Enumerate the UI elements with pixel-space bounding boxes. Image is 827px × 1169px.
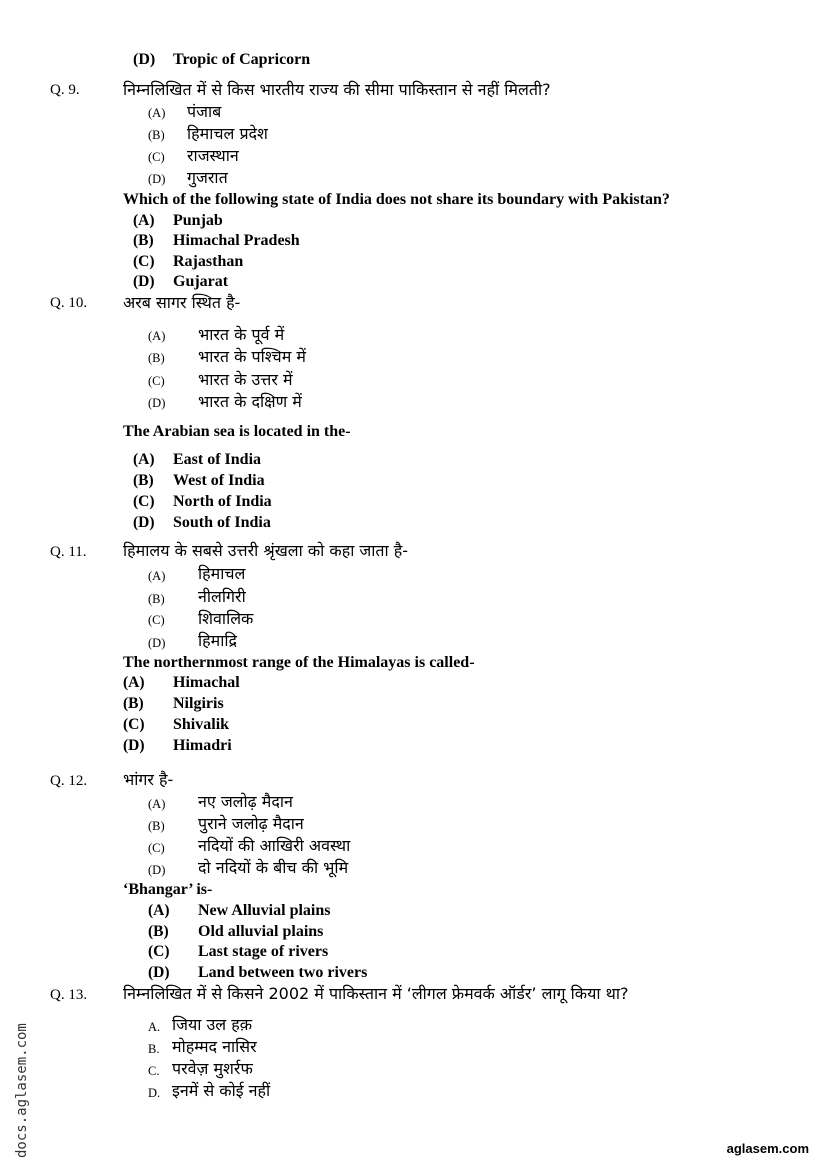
- option-label: (C): [148, 613, 165, 627]
- option-text: Punjab: [173, 212, 223, 229]
- option-label: (D): [133, 273, 155, 290]
- option-text: Old alluvial plains: [198, 923, 324, 940]
- option-label: (B): [148, 592, 165, 606]
- option-text: Last stage of rivers: [198, 943, 329, 960]
- option-label: (B): [133, 472, 154, 489]
- question-number: Q. 9.: [50, 82, 80, 98]
- option-label: (C): [148, 374, 165, 388]
- option-label: (A): [123, 674, 145, 691]
- option-text: Rajasthan: [173, 253, 244, 270]
- option-label: (D): [148, 863, 166, 877]
- option-label: (A): [148, 569, 166, 583]
- option-text: New Alluvial plains: [198, 902, 331, 919]
- option-text: इनमें से कोई नहीं: [172, 1081, 271, 1100]
- option-label: (D): [148, 396, 166, 410]
- question-number: Q. 12.: [50, 773, 88, 789]
- option-label: (A): [148, 106, 166, 120]
- option-label: (A): [148, 797, 166, 811]
- option-label: (C): [133, 493, 155, 510]
- option-label: (A): [148, 902, 170, 919]
- question-hindi: हिमालय के सबसे उत्तरी श्रृंखला को कहा जाता है-: [123, 541, 409, 560]
- option-label: B.: [148, 1042, 160, 1056]
- option-label: D.: [148, 1086, 161, 1100]
- option-text: पंजाब: [187, 102, 222, 121]
- option-text: राजस्थान: [187, 146, 239, 165]
- option-text: Himachal Pradesh: [173, 232, 300, 249]
- question-hindi: भांगर है-: [123, 770, 174, 789]
- option-label: (B): [133, 232, 154, 249]
- option-text: भारत के पश्चिम में: [198, 347, 306, 366]
- option-text: परवेज़ मुशर्रफ: [172, 1059, 253, 1078]
- question-hindi: अरब सागर स्थित है-: [123, 293, 241, 312]
- option-label: (D): [148, 636, 166, 650]
- option-text: Shivalik: [173, 716, 230, 733]
- option-label: (C): [148, 150, 165, 164]
- option-text: Nilgiris: [173, 695, 224, 712]
- option-label: (D): [133, 51, 156, 68]
- option-text: नदियों की आखिरी अवस्था: [198, 836, 351, 855]
- option-label: A.: [148, 1020, 161, 1034]
- option-label: (D): [148, 964, 170, 981]
- option-text: Himadri: [173, 737, 232, 754]
- option-text: गुजरात: [187, 168, 228, 187]
- footer-link[interactable]: aglasem.com: [726, 1141, 809, 1156]
- option-text: भारत के दक्षिण में: [198, 392, 302, 411]
- option-text: Tropic of Capricorn: [173, 51, 311, 68]
- option-label: (D): [148, 172, 166, 186]
- option-label: (D): [133, 514, 155, 531]
- question-hindi: निम्नलिखित में से किसने 2002 में पाकिस्तान में ‘लीगल फ्रेमवर्क ऑर्डर’ लागू किया था?: [123, 984, 629, 1003]
- question-number: Q. 13.: [50, 987, 88, 1003]
- question-number: Q. 10.: [50, 295, 88, 311]
- option-text: Gujarat: [173, 273, 229, 290]
- option-text: हिमाद्रि: [198, 631, 237, 650]
- option-label: (A): [133, 212, 155, 229]
- option-text: नीलगिरी: [198, 587, 246, 606]
- option-text: भारत के उत्तर में: [198, 370, 293, 389]
- option-label: (C): [148, 841, 165, 855]
- question-english: Which of the following state of India does not share its boundary with Pakistan?: [123, 191, 670, 208]
- option-text: भारत के पूर्व में: [198, 325, 285, 344]
- option-text: शिवालिक: [198, 609, 254, 628]
- option-text: हिमाचल प्रदेश: [187, 124, 268, 143]
- option-label: (B): [148, 819, 165, 833]
- option-text: जिया उल हक़: [172, 1015, 253, 1034]
- option-label: (B): [123, 695, 144, 712]
- option-label: (D): [123, 737, 145, 754]
- option-text: East of India: [173, 451, 262, 468]
- question-english: The Arabian sea is located in the-: [123, 423, 351, 440]
- option-text: West of India: [173, 472, 265, 489]
- option-text: दो नदियों के बीच की भूमि: [198, 858, 349, 877]
- option-label: (C): [148, 943, 170, 960]
- question-hindi: निम्नलिखित में से किस भारतीय राज्य की सीमा पाकिस्तान से नहीं मिलती?: [123, 80, 551, 99]
- question-number: Q. 11.: [50, 544, 87, 560]
- question-english: The northernmost range of the Himalayas is called-: [123, 654, 475, 671]
- option-label: (C): [123, 716, 145, 733]
- option-label: (A): [148, 329, 166, 343]
- option-text: North of India: [173, 493, 272, 510]
- option-label: (A): [133, 451, 155, 468]
- option-text: हिमाचल: [198, 564, 246, 583]
- option-label: C.: [148, 1064, 160, 1078]
- option-label: (B): [148, 351, 165, 365]
- option-label: (B): [148, 128, 165, 142]
- question-english: ‘Bhangar’ is-: [123, 881, 213, 898]
- option-text: नए जलोढ़ मैदान: [198, 792, 293, 811]
- option-label: (C): [133, 253, 155, 270]
- option-text: Land between two rivers: [198, 964, 368, 981]
- option-label: (B): [148, 923, 169, 940]
- option-text: South of India: [173, 514, 271, 531]
- option-text: मोहम्मद नासिर: [172, 1037, 257, 1056]
- side-watermark: docs.aglasem.com: [14, 1023, 30, 1158]
- option-text: पुराने जलोढ़ मैदान: [198, 814, 304, 833]
- option-text: Himachal: [173, 674, 240, 691]
